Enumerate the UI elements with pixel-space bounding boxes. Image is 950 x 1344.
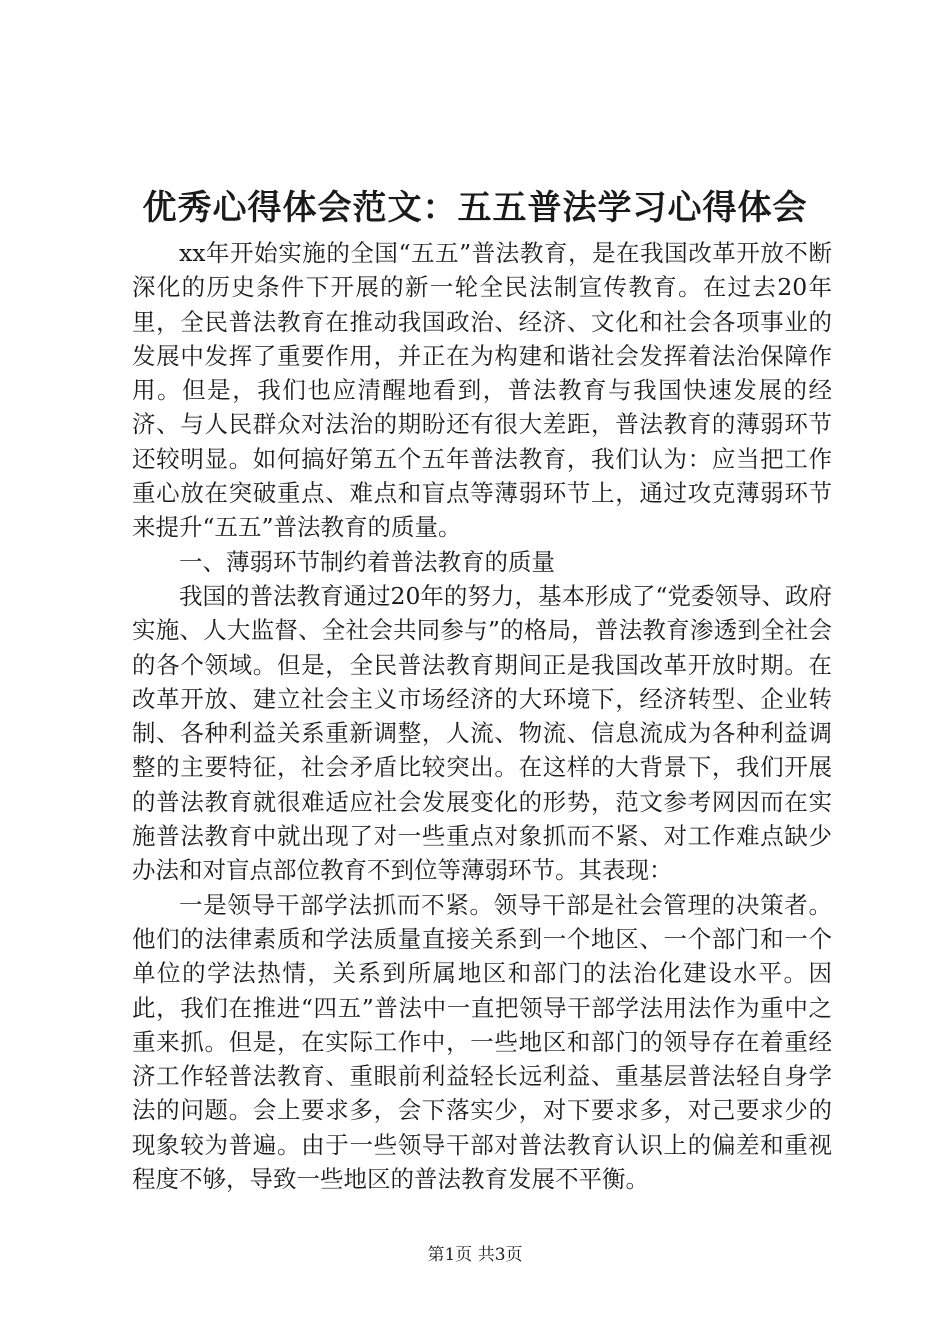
page-footer: 第1页 共3页 <box>427 1245 523 1265</box>
paragraph-intro: xx年开始实施的全国“五五”普法教育，是在我国改革开放不断深化的历史条件下开展的新一轮全民法制宣传教育。在过去20年里，全民普法教育在推动我国政治、经济、文化和社会各项事业的发展中发挥了重要作用，并正在为构建和谐社会发挥着法治保障作用。但是，我们也应清醒地看到，普法教育与我国快速发展的经济、与人民群众对法治的期盼还有很大差距，普法教育的薄弱环节还较明显。如何搞好第五个五年普法教育，我们认为：应当把工作重心放在突破重点、难点和盲点等薄弱环节上，通过攻克薄弱环节来提升“五五”普法教育的质量。 <box>132 239 832 542</box>
document-body <box>132 236 832 1196</box>
paragraph-background: 我国的普法教育通过20年的努力，基本形成了“党委领导、政府实施、人大监督、全社会共同参与”的格局，普法教育渗透到全社会的各个领域。但是，全民普法教育期间正是我国改革开放时期。在改革开放、建立社会主义市场经济的大环境下，经济转型、企业转制、各种利益关系重新调整，人流、物流、信息流成为各种利益调整的主要特征，社会矛盾比较突出。在这样的大背景下，我们开展的普法教育就很难适应社会发展变化的形势，范文参考网因而在实施普法教育中就出现了对一些重点对象抓而不紧、对工作难点缺少办法和对盲点部位教育不到位等薄弱环节。其表现： <box>132 581 832 885</box>
document-title: 优秀心得体会范文：五五普法学习心得体会 <box>142 188 808 228</box>
section-heading-1: 一、薄弱环节制约着普法教育的质量 <box>179 547 555 576</box>
paragraph-point-1: 一是领导干部学法抓而不紧。领导干部是社会管理的决策者。他们的法律素质和学法质量直接关系到一个地区、一个部门和一个单位的学法热情，关系到所属地区和部门的法治化建设水平。因此，我们在推进“四五”普法中一直把领导干部学法用法作为重中之重来抓。但是，在实际工作中，一些地区和部门的领导存在着重经济工作轻普法教育、重眼前利益轻长远利益、重基层普法轻自身学法的问题。会上要求多，会下落实少，对下要求多，对己要求少的现象较为普遍。由于一些领导干部对普法教育认识上的偏差和重视程度不够，导致一些地区的普法教育发展不平衡。 <box>132 890 832 1194</box>
